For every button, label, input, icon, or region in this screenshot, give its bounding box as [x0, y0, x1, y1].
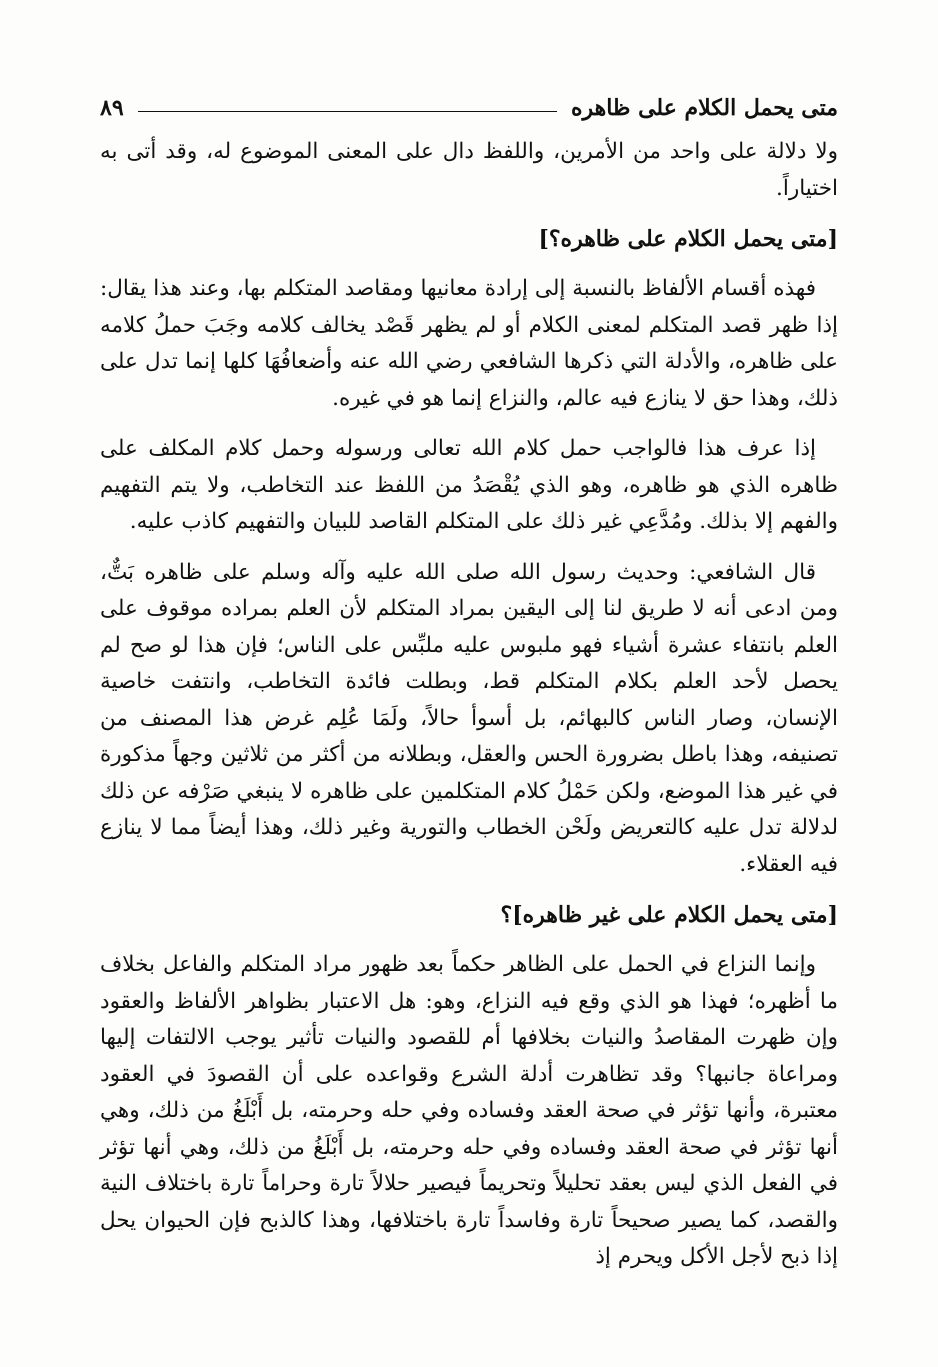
running-header [100, 88, 838, 128]
paragraph-3: إذا عرف هذا فالواجب حمل كلام الله تعالى ورسوله وحمل كلام المكلف على ظاهره الذي هو ظاهره، وهو الذي يُقْصَدُ من اللفظ عند التخاطب، ولا يتم التفهيم والفهم إلا بذلك. ومُدَّعِي غير ذلك على المتكلم القاصد للبيان والتفهيم كاذب عليه. [100, 436, 838, 534]
header-rule [138, 111, 557, 112]
section-heading-1: [متى يحمل الكلام على ظاهره؟] [538, 226, 838, 252]
paragraph-2: فهذه أقسام الألفاظ بالنسبة إلى إرادة معانيها ومقاصد المتكلم بها، وعند هذا يقال: إذا ظهر قصد المتكلم لمعنى الكلام أو لم يظهر قَصْد يخالف كلامه وجَبَ حملُ كلامه على ظاهره، والأدلة التي ذكرها الشافعي رضي الله عنه وأضعافُهَا كلها إنما تدل على ذلك، وهذا حق لا ينازع فيه عالم، والنزاع إنما هو في غيره. [100, 276, 838, 411]
paragraph-1: ولا دلالة على واحد من الأمرين، واللفظ دال على المعنى الموضوع له، وقد أتى به اختياراً. [100, 139, 838, 201]
page-number: ٨٩ [100, 95, 124, 121]
header-title: متى يحمل الكلام على ظاهره [570, 95, 838, 121]
page-body [100, 134, 838, 1276]
section-heading-2: [متى يحمل الكلام على غير ظاهره]؟ [500, 902, 838, 928]
paragraph-5: وإنما النزاع في الحمل على الظاهر حكماً بعد ظهور مراد المتكلم والفاعل بخلاف ما أظهره؛ فهذا هو الذي وقع فيه النزاع، وهو: هل الاعتبار بظواهر الألفاظ والعقود وإن ظهرت المقاصدُ والنيات بخلافها أم للقصود والنيات تأثير يوجب الالتفات إليها ومراعاة جانبها؟ وقد تظاهرت أدلة الشرع وقواعده على أن القصودَ في العقود معتبرة، وأنها تؤثر في صحة العقد وفساده وفي حله وحرمته، بل أَبْلَغُ من ذلك، وهي أنها تؤثر في صحة العقد وفساده وفي حله وحرمته، بل أَبْلَغُ من ذلك، وهي أنها تؤثر في الفعل الذي ليس بعقد تحليلاً وتحريماً فيصير حلالاً تارة وحراماً تارة باختلاف النية والقصد، كما يصير صحيحاً تارة وفاسداً تارة باختلافها، وهذا كالذبح فإن الحيوان يحل إذا ذبح لأجل الأكل ويحرم إذ [100, 952, 838, 1269]
paragraph-4: قال الشافعي: وحديث رسول الله صلى الله عليه وآله وسلم على ظاهره بَتٌّ، ومن ادعى أنه لا طريق لنا إلى اليقين بمراد المتكلم لأن العلم بمراده موقوف على العلم بانتفاء عشرة أشياء فهو ملبوس عليه ملبِّس على الناس؛ فإن هذا لو صح لم يحصل لأحد العلم بكلام المتكلم قط، وبطلت فائدة التخاطب، وانتفت خاصية الإنسان، وصار الناس كالبهائم، بل أسوأ حالاً، ولَمَا عُلِم غرض هذا المصنف من تصنيفه، وهذا باطل بضرورة الحس والعقل، وبطلانه من أكثر من ثلاثين وجهاً مذكورة في غير هذا الموضع، ولكن حَمْلُ كلام المتكلمين على ظاهره لا ينبغي صَرْفه عن ذلك لدلالة تدل عليه كالتعريض ولَحْن الخطاب والتورية وغير ذلك، وهذا أيضاً مما لا ينازع فيه العقلاء. [100, 559, 838, 877]
